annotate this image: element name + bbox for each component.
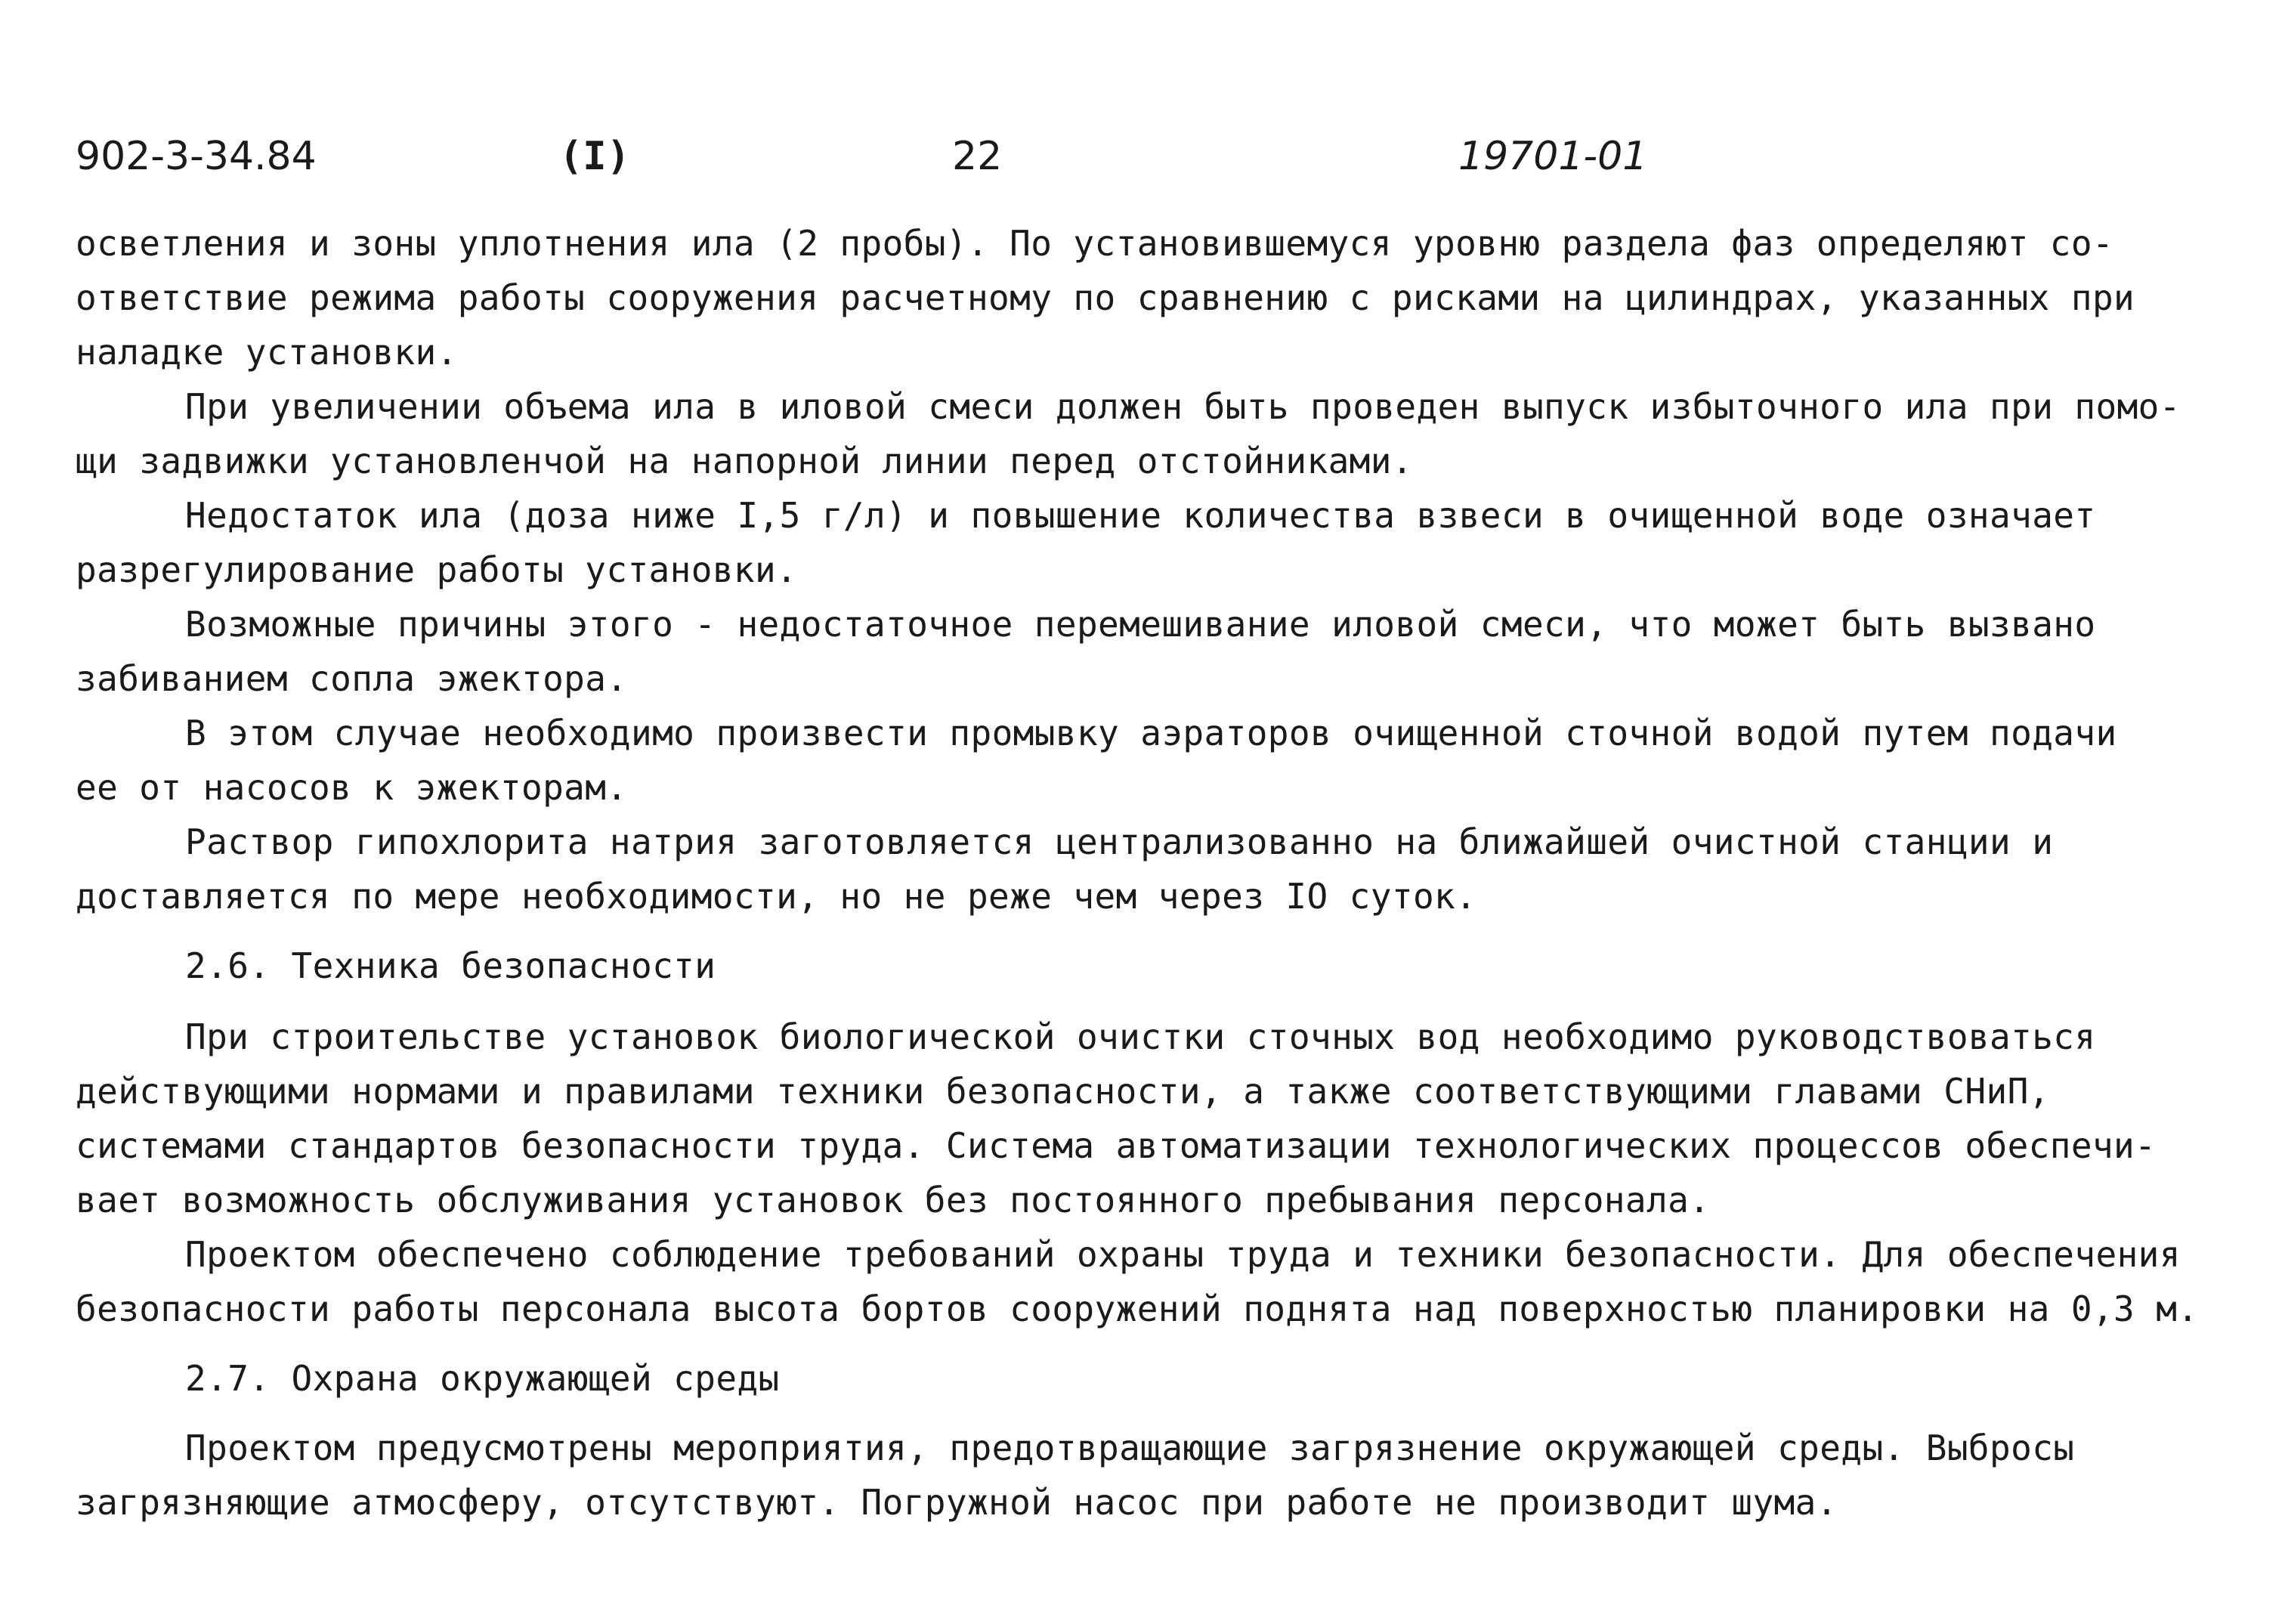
body-text-line: системами стандартов безопасности труда. Система автоматизации технологических процессов обеспечи- <box>76 1125 2157 1166</box>
body-text-line: действующими нормами и правилами техники безопасности, а также соответствующими главами СНиП, <box>76 1071 2050 1112</box>
body-text-line: забиванием сопла эжектора. <box>76 658 628 699</box>
section-heading: 2.6. Техника безопасности <box>185 945 716 986</box>
body-text-line: осветления и зоны уплотнения ила (2 пробы). По установившемуся уровню раздела фаз определяют со- <box>76 223 2114 264</box>
paragraph-first-line: Проектом обеспечено соблюдение требований охраны труда и техники безопасности. Для обеспечения <box>185 1234 2181 1275</box>
document-code: 902-3-34.84 <box>76 134 317 179</box>
paragraph-first-line: При строительстве установок биологической очистки сточных вод необходимо руководствоваться <box>185 1016 2096 1057</box>
paragraph-first-line: Раствор гипохлорита натрия заготовляется централизованно на ближайшей очистной станции и <box>185 821 2054 862</box>
part-number: (I) <box>559 134 630 179</box>
page-number: 22 <box>952 134 1003 179</box>
paragraph-first-line: Недостаток ила (доза ниже I,5 г/л) и повышение количества взвеси в очищенной воде означает <box>185 495 2096 536</box>
body-text-line: загрязняющие атмосферу, отсутствуют. Погружной насос при работе не производит шума. <box>76 1482 1838 1523</box>
body-text-line: щи задвижки установленчой на напорной линии перед отстойниками. <box>76 441 1413 481</box>
sheet-reference: 19701-01 <box>1458 134 1648 179</box>
paragraph-first-line: Проектом предусмотрены мероприятия, предотвращающие загрязнение окружающей среды. Выбросы <box>185 1428 2075 1468</box>
paragraph-first-line: Возможные причины этого - недостаточное перемешивание иловой смеси, что может быть вызвано <box>185 604 2096 645</box>
body-text-line: вает возможность обслуживания установок без постоянного пребывания персонала. <box>76 1180 1711 1220</box>
body-text-line: разрегулирование работы установки. <box>76 549 798 590</box>
body-text-line: наладке установки. <box>76 332 458 373</box>
paragraph-first-line: В этом случае необходимо произвести промывку аэраторов очищенной сточной водой путем подачи <box>185 713 2117 753</box>
paragraph-first-line: При увеличении объема ила в иловой смеси должен быть проведен выпуск избыточного ила при помо- <box>185 386 2181 427</box>
body-text-line: безопасности работы персонала высота бортов сооружений поднята над поверхностью планировки на 0,3 м. <box>76 1288 2199 1329</box>
body-text-line: ответствие режима работы сооружения расчетному по сравнению с рисками на цилиндрах, указанных при <box>76 277 2135 318</box>
body-text-line: ее от насосов к эжекторам. <box>76 767 628 808</box>
body-text-line: доставляется по мере необходимости, но не реже чем через IO суток. <box>76 876 1477 917</box>
section-heading: 2.7. Охрана окружающей среды <box>185 1358 780 1399</box>
